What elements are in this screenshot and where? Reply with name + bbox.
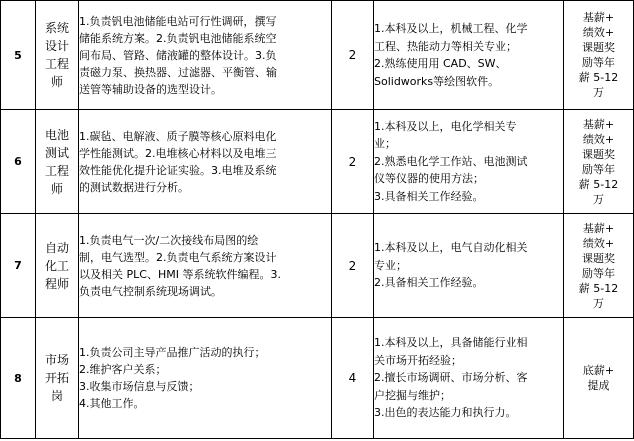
title-line: 程师: [44, 276, 69, 291]
headcount: 4: [332, 318, 374, 439]
description-line: 送管等辅助设备的选型设计。: [79, 82, 222, 96]
compensation: [564, 318, 634, 439]
title-line: 电池: [44, 127, 69, 142]
description-line: 1.负责电气一次/二次接线布局图的绘: [79, 233, 259, 247]
pay-line: 万: [593, 86, 604, 99]
pay-line: 薪 5-12: [578, 177, 619, 191]
pay-line: 万: [593, 296, 604, 310]
requirement-line: 2.擅长市场调研、市场分析、客: [374, 371, 528, 385]
pay-line: 绩效+: [582, 132, 615, 146]
requirement-line: 1.本科及以上，机械工程、化学: [374, 22, 528, 35]
requirement-line: 1.本科及以上，电气自动化相关: [374, 241, 528, 255]
requirement-line: 工程、热能动力等相关专业；: [374, 39, 517, 53]
job-title: [36, 1, 79, 110]
compensation: [564, 110, 634, 214]
requirement-line: 户挖掘与维护；: [374, 388, 451, 402]
pay-line: 励等年: [582, 266, 615, 280]
job-title: [36, 318, 79, 439]
row-number: 7: [1, 214, 36, 318]
table-row: [1, 214, 634, 318]
requirement-line: 业；: [374, 137, 396, 151]
requirement-line: 3.具备相关工作经验。: [374, 189, 484, 203]
description-line: 的测试数据进行分析。: [79, 180, 189, 194]
requirement-line: 1.本科及以上，具备储能行业相: [374, 336, 528, 350]
requirement-line: 3.出色的表达能力和执行力。: [374, 406, 517, 420]
headcount: 2: [332, 214, 374, 318]
title-line: 市场: [44, 353, 69, 367]
table-row: [1, 110, 634, 214]
description-line: 负责电气控制系统现场调试。: [79, 284, 222, 298]
requirement-line: 2.熟练使用用 CAD、SW、: [374, 57, 507, 70]
pay-line: 课题奖: [582, 251, 615, 265]
pay-line: 绩效+: [582, 236, 615, 250]
description-line: 效性能优化提升论证实验。3.电堆及系统: [79, 163, 277, 177]
compensation: [564, 214, 634, 318]
job-requirements: [374, 110, 564, 214]
description-line: 2.维护客户关系；: [79, 363, 167, 376]
job-description: [79, 1, 332, 110]
title-line: 开拓: [44, 371, 69, 385]
pay-line: 薪 5-12: [578, 71, 619, 84]
table-row: [1, 1, 634, 110]
row-number: 8: [1, 318, 36, 439]
pay-line: 薪 5-12: [578, 281, 619, 295]
job-description: [79, 110, 332, 214]
pay-line: 基薪+: [582, 11, 615, 24]
description-line: 间布局、管路、储液罐的整体设计。3.负: [79, 48, 277, 62]
requirement-line: 仪等仪器的使用方法；: [374, 172, 484, 186]
requirement-line: 2.具备相关工作经验。: [374, 276, 484, 290]
pay-line: 绩效+: [582, 26, 615, 39]
description-line: 责磁力泵、换热器、过滤器、平衡管、输: [79, 65, 277, 79]
title-line: 设计: [44, 39, 69, 53]
title-line: 师: [50, 75, 63, 89]
requirement-line: 2.熟悉电化学工作站、电池测试: [374, 154, 528, 168]
job-requirements: [374, 318, 564, 439]
pay-line: 提成: [587, 379, 610, 392]
headcount: 2: [332, 110, 374, 214]
job-description: [79, 214, 332, 318]
description-line: 3.收集市场信息与反馈；: [79, 380, 200, 393]
pay-line: 底薪+: [582, 364, 615, 377]
description-line: 学性能测试。2.电堆核心材料以及电堆三: [79, 146, 277, 160]
description-line: 以及相关 PLC、HMI 等系统软件编程。3.: [79, 267, 281, 281]
title-line: 岗: [50, 389, 63, 403]
title-line: 自动: [44, 240, 69, 255]
requirement-line: 关市场开拓经验；: [374, 353, 462, 367]
job-description: [79, 318, 332, 439]
description-line: 储能系统方案。2.负责钒电池储能系统空: [79, 31, 277, 45]
compensation: [564, 1, 634, 110]
description-line: 制，电气选型。2.负责电气系统方案设计: [79, 250, 277, 264]
job-title: [36, 110, 79, 214]
title-line: 师: [50, 181, 63, 196]
job-requirements: [374, 1, 564, 110]
row-number: 5: [1, 1, 36, 110]
headcount: 2: [332, 1, 374, 110]
pay-line: 万: [593, 192, 604, 206]
requirement-line: 专业；: [374, 258, 407, 272]
job-title: [36, 214, 79, 318]
description-line: 1.负责公司主导产品推广活动的执行；: [79, 346, 266, 359]
pay-line: 励等年: [582, 56, 615, 69]
pay-line: 课题奖: [582, 147, 615, 161]
description-line: 1.碳毡、电解液、质子膜等核心原料电化: [79, 129, 277, 143]
description-line: 1.负责钒电池储能电站可行性调研，撰写: [79, 14, 277, 28]
requirement-line: Solidworks等绘图软件。: [374, 74, 500, 88]
row-number: 6: [1, 110, 36, 214]
job-requirements: [374, 214, 564, 318]
title-line: 测试: [44, 145, 69, 160]
pay-line: 励等年: [582, 162, 615, 176]
pay-line: 基薪+: [582, 117, 615, 131]
table-row: [1, 318, 634, 439]
requirement-line: 1.本科及以上，电化学相关专: [374, 119, 517, 133]
title-line: 系统: [44, 21, 69, 35]
title-line: 化工: [44, 258, 69, 273]
pay-line: 基薪+: [582, 221, 615, 235]
title-line: 工程: [44, 163, 69, 178]
pay-line: 课题奖: [582, 41, 615, 54]
title-line: 工程: [44, 57, 69, 71]
description-line: 4.其他工作。: [79, 397, 145, 410]
